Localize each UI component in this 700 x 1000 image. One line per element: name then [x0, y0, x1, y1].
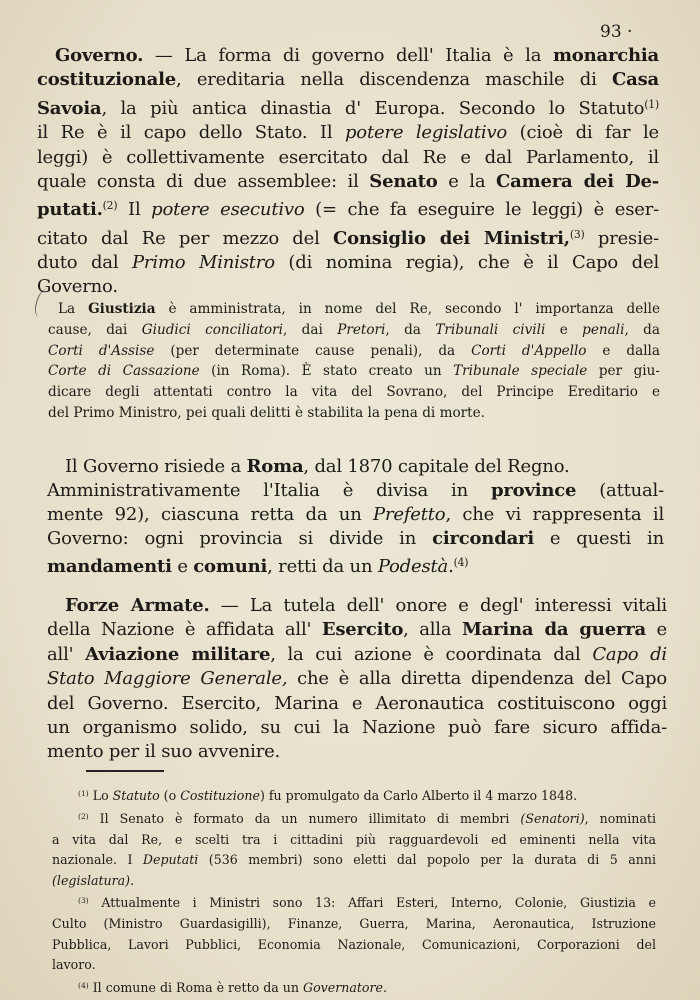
text-line [48, 403, 660, 424]
text-run: Savoia [37, 97, 102, 119]
text-run: Lo [88, 788, 113, 804]
text-line [47, 692, 667, 716]
text-run: potere legislativo [344, 122, 508, 144]
text-run: all' [47, 643, 86, 665]
text-run: Tribunale speciale [453, 363, 588, 380]
text-run: Prefetto [373, 504, 446, 525]
text-run: Giustizia [88, 301, 156, 317]
text-run: Giudici conciliatori [141, 321, 283, 338]
text-run: — La tutela dell' onore e degl' interessi vitali [209, 595, 667, 616]
footnote-ref: (3) [78, 896, 89, 906]
text-run: mente 92), ciascuna retta da un [47, 504, 374, 525]
text-run: , la cui azione è coordinata dal [270, 643, 593, 665]
text-run: (cioè di far le [507, 122, 659, 144]
text-run: del Governo. Esercito, Marina e Aeronautica costituiscono oggi [47, 692, 667, 714]
paragraph-governo [37, 44, 659, 300]
text-run: Governatore. [303, 979, 387, 995]
footnote-ref: (2) [78, 811, 89, 821]
paragraph-giustizia [48, 299, 660, 424]
text-run: e [645, 619, 667, 641]
text-line [37, 146, 659, 170]
text-run: Capo di [592, 643, 667, 665]
text-run: presie- [584, 227, 659, 249]
text-line [47, 667, 667, 691]
text-run: il Re è il capo dello Stato. Il [37, 122, 345, 144]
text-run: potere esecutivo [151, 199, 305, 221]
text-run: Statuto [112, 788, 160, 804]
text-run: , da [385, 321, 436, 338]
text-line [37, 251, 659, 275]
text-run: e [171, 555, 194, 577]
footnote-line [52, 850, 656, 871]
text-run: ) fu promulgato da Carlo Alberto il 4 marzo 1848. [259, 788, 578, 804]
text-run: Attualmente i Ministri sono 13: Affari Esteri, Interno, Colonie, Giustizia e [88, 895, 656, 911]
footnote-ref: (2) [102, 199, 118, 213]
text-run: Tribunali civili [435, 321, 546, 338]
text-run: mandamenti [47, 555, 172, 577]
paragraph-forze-armate [47, 594, 667, 765]
text-run: Esercito [321, 619, 404, 641]
footnote-ref: (1) [644, 97, 659, 111]
text-run: , la più antica dinastia d' Europa. Secondo lo Statuto [101, 97, 645, 119]
text-line [47, 551, 664, 579]
text-run: , dal 1870 capitale del Regno. [303, 456, 570, 477]
text-run: Camera dei De- [496, 170, 659, 192]
text-run: a vita dal Re, e scelti tra i cittadini più ragguardevoli ed eminenti nella vita [52, 831, 656, 847]
text-run: (o [159, 788, 181, 804]
text-run: (legislatura). [52, 872, 135, 888]
text-run: della Nazione è affidata all' [47, 619, 322, 641]
footnote-ref: (1) [78, 789, 89, 798]
text-run: Il Senato è formato da un numero illimitato di membri [88, 810, 521, 826]
text-run: , da [624, 321, 660, 338]
text-run: Governo. [55, 45, 144, 66]
footnote-line [52, 891, 656, 914]
text-run: nazionale. I [52, 852, 143, 868]
text-run: Deputati [142, 852, 199, 868]
text-run: (in Roma). È stato creato un [199, 363, 454, 380]
text-run: e dalla [586, 342, 660, 359]
text-line [37, 44, 659, 68]
text-line [47, 479, 664, 503]
text-run: Consiglio dei Ministri, [332, 227, 570, 249]
text-run: Pretori [337, 321, 386, 338]
footnote-line [52, 914, 656, 935]
text-line [48, 361, 660, 382]
text-run: monarchia [552, 45, 659, 66]
text-run: Aviazione militare [85, 643, 271, 665]
text-run: Amministrativamente l'Italia è divisa in [47, 480, 491, 501]
text-run: circondari [432, 528, 534, 549]
text-run: , ereditaria nella discendenza maschile di [175, 69, 612, 91]
footnote-ref: (4) [78, 980, 89, 990]
text-run: , alla [403, 619, 462, 641]
page-number: 93 · [600, 22, 633, 42]
text-run: (attual- [576, 480, 664, 501]
footnote-line [52, 830, 656, 851]
text-line [47, 527, 664, 551]
text-run: costituzionale [37, 69, 176, 91]
text-run: è amministrata, in nome del Re, secondo l' importanza delle [155, 301, 660, 317]
text-line [48, 382, 660, 403]
text-line [37, 121, 659, 145]
text-run: Forze Armate. [65, 595, 210, 616]
text-run: Corti d'Appello [471, 342, 587, 359]
text-line [48, 299, 660, 320]
text-run: , dai [282, 321, 338, 338]
text-run: per giu- [587, 363, 660, 380]
footnote-line [52, 976, 656, 999]
text-run: (536 membri) sono eletti dal popolo per la durata di 5 anni [198, 852, 656, 868]
footnotes [52, 784, 656, 999]
text-line [47, 618, 667, 642]
text-run: mento per il suo avvenire. [47, 741, 281, 763]
text-line [37, 275, 659, 299]
text-run: putati. [37, 199, 103, 221]
text-run: un organismo solido, su cui la Nazione può fare sicuro affida- [47, 717, 667, 739]
text-line [47, 740, 667, 764]
text-run: — La forma di governo dell' Italia è la [143, 45, 553, 66]
text-run: Costituzione [180, 788, 260, 804]
text-run: citato dal Re per mezzo del [37, 227, 333, 249]
text-run: . [448, 555, 454, 577]
footnote-ref: (3) [569, 227, 585, 241]
text-run: (per determinate cause penali), da [154, 342, 472, 359]
text-run: Podestà [377, 555, 449, 577]
text-run: che è alla diretta dipendenza del Capo [287, 668, 668, 690]
text-run: Culto (Ministro Guardasigilli), Finanze, Guerra, Marina, Aeronautica, Istruzione [52, 916, 656, 932]
text-line [37, 170, 659, 194]
text-run: Primo Ministro [132, 252, 275, 274]
text-line [37, 223, 659, 251]
text-run: leggi) è collettivamente esercitato dal Re e dal Parlamento, il [37, 146, 659, 168]
text-run: e questi in [533, 528, 664, 549]
text-run: Corti d'Assise [48, 342, 155, 359]
text-line [47, 643, 667, 667]
text-run: e [545, 321, 583, 338]
text-line [47, 716, 667, 740]
text-run: , retti da un [267, 555, 378, 577]
text-line [37, 68, 659, 92]
text-run: Il comune di Roma è retto da un [88, 979, 304, 995]
text-run: Marina da guerra [461, 619, 646, 641]
text-run: Corte di Cassazione [48, 363, 200, 380]
text-run: Pubblica, Lavori Pubblici, Economia Nazionale, Comunicazioni, Corporazioni del [52, 936, 656, 952]
text-run: lavoro. [52, 957, 96, 973]
text-run: (= che fa eseguire le leggi) è eser- [304, 199, 659, 221]
text-line [47, 594, 667, 618]
footnote-line [52, 935, 656, 956]
text-run: Casa [612, 69, 659, 91]
footnote-ref: (4) [453, 556, 469, 569]
footnote-line [52, 784, 656, 807]
text-run: (Senatori) [520, 810, 585, 826]
text-run: duto dal [37, 252, 132, 274]
paragraph-amministrazione [47, 455, 664, 579]
text-run: , che vi rappresenta il [445, 504, 665, 525]
footnote-line [52, 807, 656, 830]
footnote-divider [86, 770, 164, 772]
text-line [37, 194, 659, 222]
text-line [37, 93, 659, 121]
text-line [47, 455, 664, 479]
text-run: del Primo Ministro, pei quali delitti è stabilita la pena di morte. [48, 404, 485, 421]
text-run: dicare degli attentati contro la vita del Sovrano, del Principe Ereditario e [48, 384, 660, 401]
text-line [47, 503, 664, 527]
text-run: Il Governo risiede a [65, 456, 247, 477]
text-run: Il [117, 199, 152, 221]
text-run: Governo. [37, 276, 118, 298]
footnote-line [52, 871, 656, 892]
text-line [48, 341, 660, 362]
text-run: comuni [193, 555, 268, 577]
text-run: quale consta di due assemblee: il [37, 170, 370, 192]
text-run: province [490, 480, 577, 501]
text-run: Roma [246, 456, 304, 477]
text-line [48, 320, 660, 341]
text-run: Governo: ogni provincia si divide in [47, 528, 433, 549]
text-run: cause, dai [48, 321, 142, 338]
footnote-line [52, 955, 656, 976]
text-run: La [58, 301, 89, 317]
text-run: e la [437, 170, 497, 192]
text-run: penali [582, 321, 625, 338]
text-run: (di nomina regia), che è il Capo del [274, 252, 659, 274]
text-run: Stato Maggiore Generale, [47, 668, 288, 690]
text-run: , nominati [584, 810, 656, 826]
text-run: Senato [369, 170, 438, 192]
